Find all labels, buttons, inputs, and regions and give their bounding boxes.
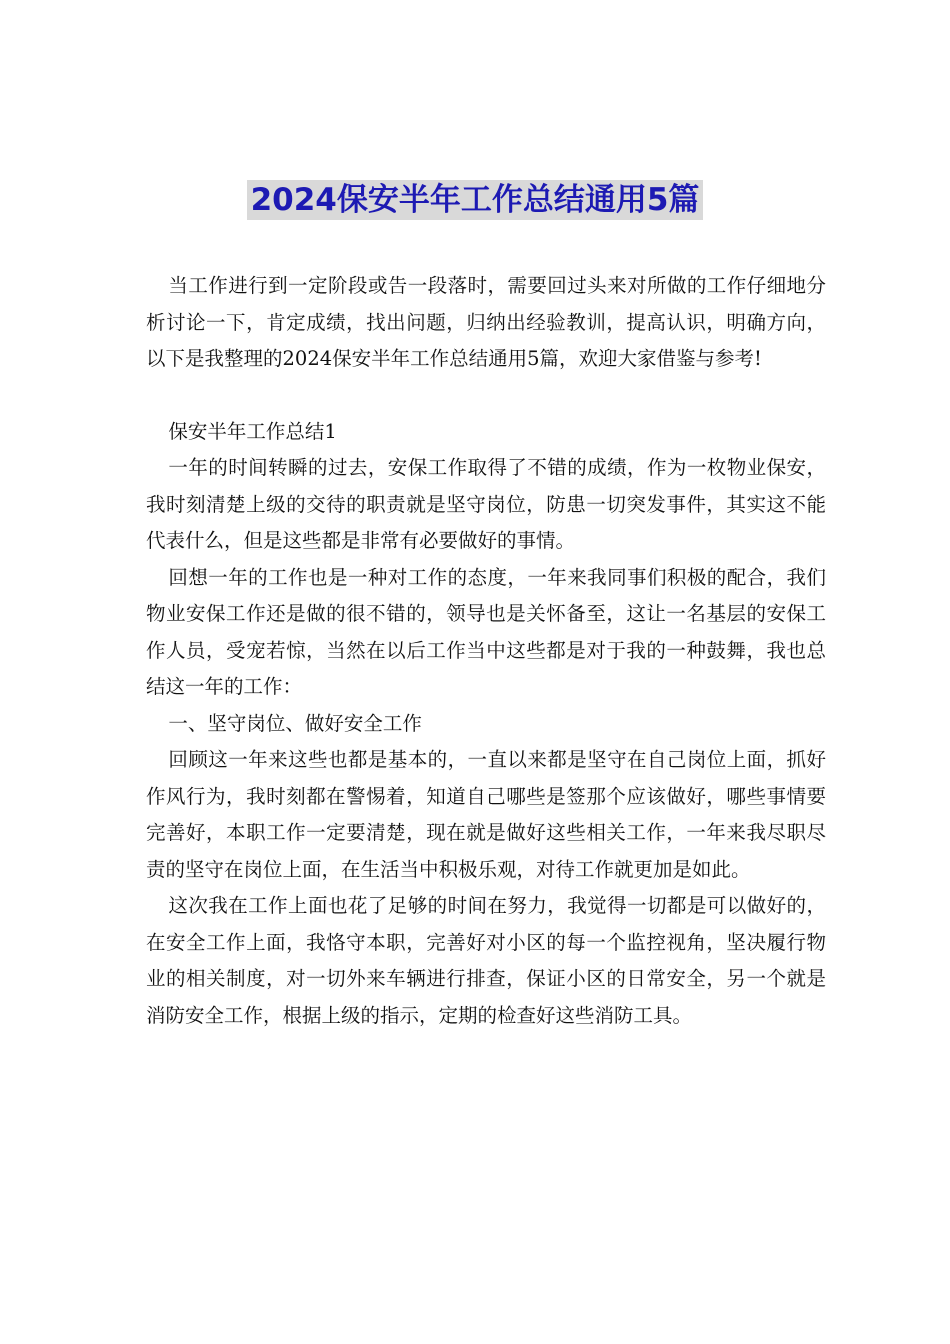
document-body: [146, 268, 826, 1034]
body-paragraph: 一年的时间转瞬的过去，安保工作取得了不错的成绩，作为一枚物业保安，我时刻清楚上级的交待的职责就是坚守岗位，防患一切突发事件，其实这不能代表什么，但是这些都是非常有必要做好的事情。: [146, 456, 826, 552]
section-heading: 保安半年工作总结1: [168, 419, 337, 443]
body-paragraph: 这次我在工作上面也花了足够的时间在努力，我觉得一切都是可以做好的，在安全工作上面，我恪守本职，完善好对小区的每一个监控视角，坚决履行物业的相关制度，对一切外来车辆进行排查，保证小区的日常安全，另一个就是消防安全工作，根据上级的指示，定期的检查好这些消防工具。: [146, 894, 826, 1027]
subsection-heading: 一、坚守岗位、做好安全工作: [168, 711, 422, 735]
document-title: [0, 176, 950, 224]
body-paragraph: 回想一年的工作也是一种对工作的态度，一年来我同事们积极的配合，我们物业安保工作还是做的很不错的，领导也是关怀备至，这让一名基层的安保工作人员，受宠若惊，当然在以后工作当中这些都是对于我的一种鼓舞，我也总结这一年的工作：: [146, 565, 826, 698]
document-title-text: 2024保安半年工作总结通用5篇: [247, 180, 704, 220]
intro-paragraph: 当工作进行到一定阶段或告一段落时，需要回过头来对所做的工作仔细地分析讨论一下，肯定成绩，找出问题，归纳出经验教训，提高认识，明确方向，以下是我整理的2024保安半年工作总结通用5篇，欢迎大家借鉴与参考!: [146, 274, 826, 370]
body-paragraph: 回顾这一年来这些也都是基本的，一直以来都是坚守在自己岗位上面，抓好作风行为，我时刻都在警惕着，知道自己哪些是签那个应该做好，哪些事情要完善好，本职工作一定要清楚，现在就是做好这些相关工作，一年来我尽职尽责的坚守在岗位上面，在生活当中积极乐观，对待工作就更加是如此。: [146, 748, 826, 881]
